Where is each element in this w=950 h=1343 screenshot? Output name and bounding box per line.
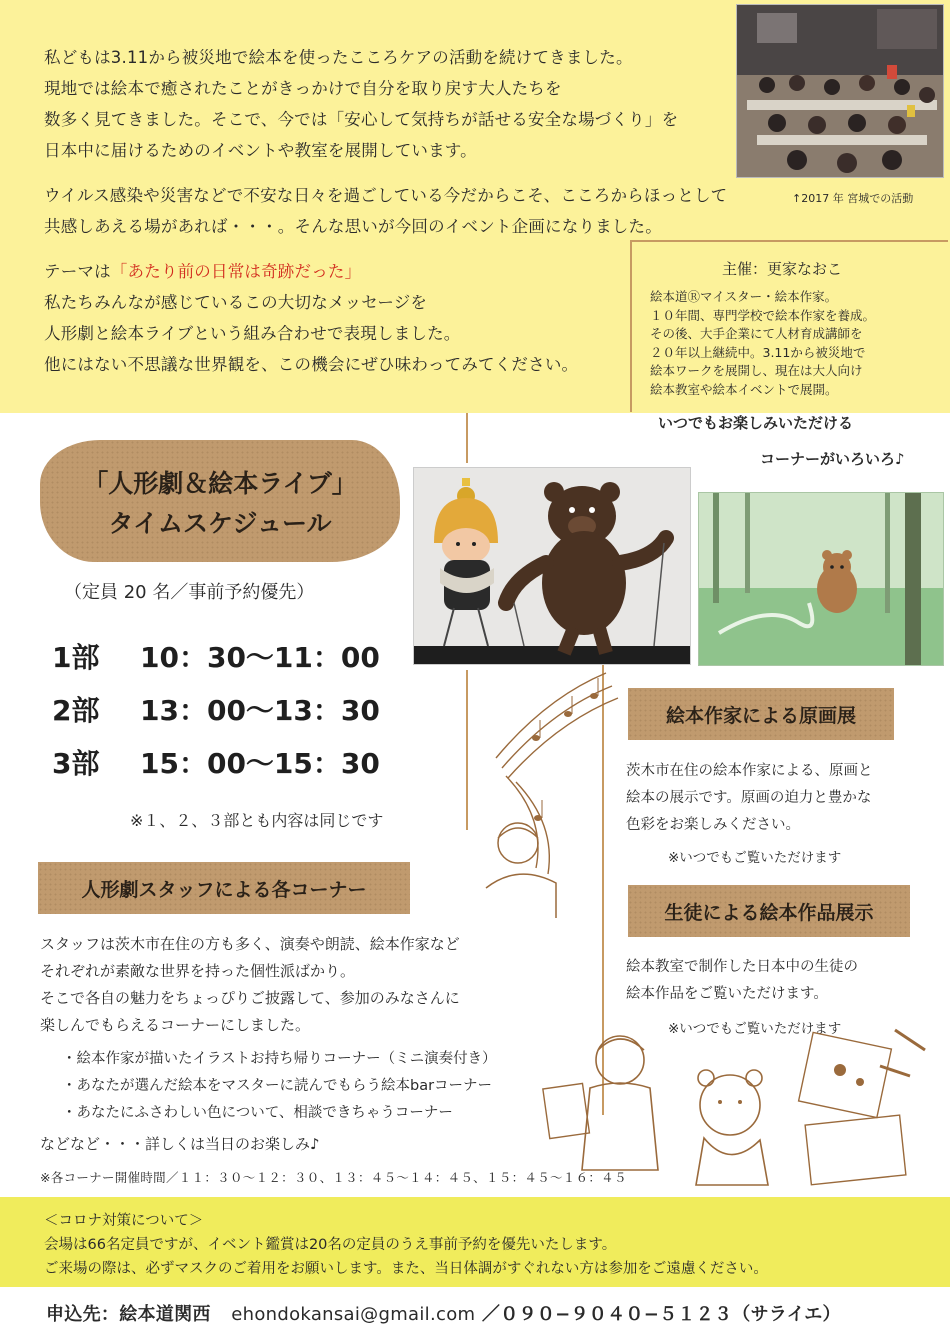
- schedule-title-line1: 「人形劇＆絵本ライブ」: [83, 469, 357, 498]
- exhibition-desc: [626, 758, 873, 839]
- contact-email: ehondokansai@gmail.com: [231, 1304, 476, 1325]
- bullet-item: ・あなたにふさわしい色について、相談できちゃうコーナー: [62, 1105, 453, 1121]
- contact-line: [46, 1300, 841, 1326]
- covid-line: ご来場の際は、必ずマスクのご着用をお願いします。また、当日体調がすぐれない方は参加をご遠慮ください。: [44, 1261, 768, 1277]
- host-desc-line: その後、大手企業にて人材育成講師を: [650, 326, 863, 341]
- slot-time: 15：00〜15：30: [140, 747, 380, 780]
- host-desc: [650, 288, 875, 399]
- staff-desc: [40, 931, 460, 1039]
- bullet-item: ・絵本作家が描いたイラストお持ち帰りコーナー（ミニ演奏付き）: [62, 1051, 497, 1067]
- intro-text: [44, 42, 727, 380]
- corners-note-line2: コーナーがいろいろ♪: [760, 450, 905, 468]
- event-photo: [736, 4, 944, 178]
- host-desc-line: 絵本教室や絵本イベントで展開。: [650, 381, 838, 397]
- exhibition-desc-line: 茨木市在住の絵本作家による、原画と: [626, 763, 873, 779]
- bear-illustration: [698, 492, 944, 666]
- theme-line: [44, 256, 727, 287]
- covid-line: 会場は66名定員ですが、イベント鑑賞は20名の定員のうえ事前予約を優先いたします。: [44, 1237, 617, 1253]
- staff-desc-line: そこで各自の魅力をちょっぴりご披露して、参加のみなさんに: [40, 989, 460, 1007]
- slot-part: 2部: [52, 694, 100, 727]
- bullet-item: ・あなたが選んだ絵本をマスターに読んでもらう絵本barコーナー: [62, 1078, 493, 1094]
- intro-line: 他にはない不思議な世界観を、この機会にぜひ味わってみてください。: [44, 355, 579, 374]
- host-title: 主催：更家なおこ: [722, 260, 843, 278]
- exhibition-note: ※いつでもご覧いただけます: [668, 850, 842, 866]
- schedule-slot: [52, 636, 380, 676]
- intro-line: 私たちみんなが感じているこの大切なメッセージを: [44, 293, 428, 312]
- intro-line: 人形劇と絵本ライブという組み合わせで表現しました。: [44, 324, 461, 343]
- music-notes-illustration: [476, 668, 626, 918]
- contact-phone: ／０９０−９０４０−５１２３（サライエ）: [481, 1304, 841, 1325]
- slot-time: 10：30〜11：00: [140, 641, 380, 674]
- schedule-title-line2: タイムスケジュール: [108, 509, 332, 538]
- host-desc-line: 絵本道Ⓡマイスター・絵本作家。: [650, 289, 838, 304]
- staff-desc-line: 楽しんでもらえるコーナーにしました。: [40, 1016, 311, 1034]
- staff-desc-line: スタッフは茨木市在住の方も多く、演奏や朗読、絵本作家など: [40, 935, 460, 953]
- slot-time: 13：00〜13：30: [140, 694, 380, 727]
- schedule-slot: [52, 689, 380, 729]
- exhibition-desc-line: 絵本の展示です。原画の迫力と豊かな: [626, 790, 872, 806]
- corners-note-line1: いつでもお楽しみいただける: [658, 414, 854, 432]
- slot-part: 3部: [52, 747, 100, 780]
- staff-desc-line: それぞれが素敵な世界を持った個性派ばかり。: [40, 962, 356, 980]
- divider-line: [466, 670, 468, 830]
- covid-heading: ＜コロナ対策について＞: [44, 1213, 204, 1229]
- exhibition-desc-line: 色彩をお楽しみください。: [626, 817, 800, 833]
- student-desc-line: 絵本教室で制作した日本中の生徒の: [626, 959, 858, 975]
- schedule-title-box: [40, 440, 400, 562]
- student-desc-line: 絵本作品をご覧いただけます。: [626, 986, 828, 1002]
- people-illustration: [540, 1020, 945, 1195]
- puppet-photo: [413, 467, 691, 665]
- covid-notice: [0, 1197, 950, 1287]
- intro-line: 数多く見てきました。そこで、今では「安心して気持ちが話せる安全な場づくり」を: [44, 110, 679, 129]
- host-desc-line: ２０年以上継続中。3.11から被災地で: [650, 344, 866, 360]
- theme-highlight: 「あたり前の日常は奇跡だった」: [110, 262, 362, 281]
- staff-bullets: [62, 1046, 497, 1127]
- schedule-slot: [52, 742, 380, 782]
- host-panel: [630, 240, 948, 412]
- staff-corners-label: 人形劇スタッフによる各コーナー: [38, 862, 410, 914]
- intro-line: 現地では絵本で癒されたことがきっかけで自分を取り戻す大人たちを: [44, 79, 562, 98]
- intro-line: ウイルス感染や災害などで不安な日々を過ごしている今だからこそ、こころからほっとして: [44, 186, 728, 205]
- host-desc-line: １０年間、専門学校で絵本作家を養成。: [650, 307, 876, 323]
- exhibition-label: 絵本作家による原画展: [628, 688, 894, 740]
- corner-hours: ※各コーナー開催時間／１１：３０〜１２：３０、１３：４５〜１４：４５、１５：４５〜１６：４５: [40, 1170, 627, 1185]
- host-desc-line: 絵本ワークを展開し、現在は大人向け: [650, 363, 863, 378]
- contact-label: 申込先：絵本道関西: [46, 1304, 211, 1325]
- theme-prefix: テーマは: [44, 262, 111, 281]
- capacity-note: （定員 20 名／事前予約優先）: [64, 582, 315, 603]
- same-content-note: ※１、２、３部とも内容は同じです: [130, 811, 384, 830]
- intro-line: 日本中に届けるためのイベントや教室を展開しています。: [44, 141, 477, 160]
- student-works-note: ※いつでもご覧いただけます: [668, 1021, 842, 1037]
- student-works-desc: [626, 954, 858, 1008]
- intro-line: 共感しあえる場があれば・・・。そんな思いが今回のイベント企画になりました。: [44, 217, 662, 236]
- photo-caption: ↑2017 年 宮城での活動: [792, 192, 914, 205]
- divider-line: [466, 413, 468, 463]
- intro-line: 私どもは3.11から被災地で絵本を使ったこころケアの活動を続けてきました。: [44, 48, 633, 67]
- student-works-label: 生徒による絵本作品展示: [628, 885, 910, 937]
- slot-part: 1部: [52, 641, 100, 674]
- etc-line: などなど・・・詳しくは当日のお楽しみ♪: [40, 1135, 320, 1153]
